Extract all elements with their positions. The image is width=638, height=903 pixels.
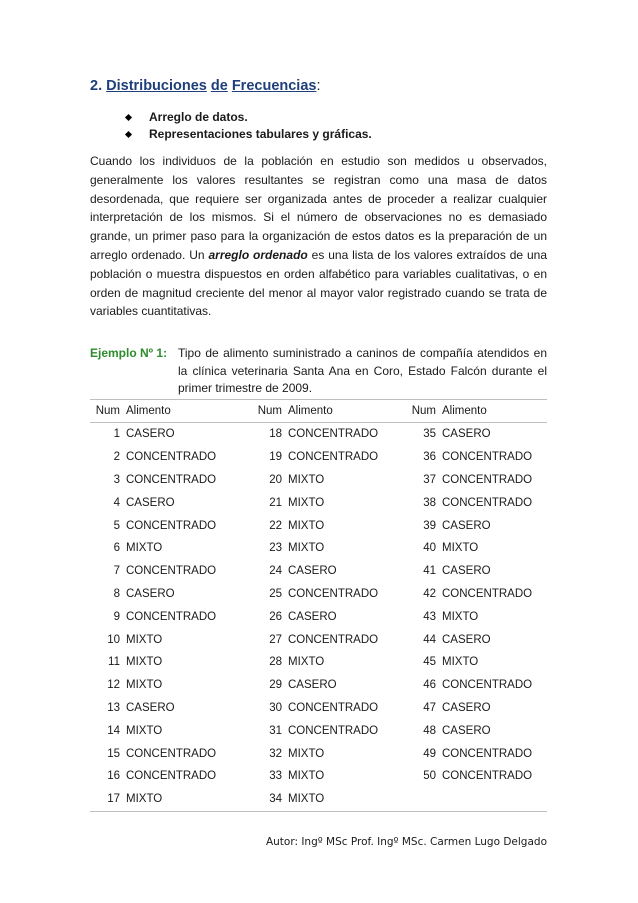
cell-alimento [442,788,547,811]
cell-alimento: MIXTO [288,519,325,532]
table-row [90,423,547,446]
cell-num: 43 [423,610,436,623]
table-row [90,469,547,492]
cell-alimento: CONCENTRADO [442,770,533,783]
diamond-bullet-icon [125,114,132,121]
paragraph-text-continued: es una lista de los valores extraídos de una población o muestra dispuestos en orden alfabético para variables cualitativas, o en orden de magnitud creciente del menor al mayor valor registrado cuando se trata de variables cuantitativas. [90,247,548,319]
column-header-alimento: Alimento [442,400,547,423]
cell-alimento: CASERO [126,428,175,441]
cell-num: 14 [107,724,120,737]
cell-num: 28 [269,656,282,669]
table-row [90,560,547,583]
cell-alimento: CONCENTRADO [442,747,533,760]
column-header-alimento: Alimento [126,400,252,423]
cell-num: 26 [269,610,282,623]
heading-word-de: de [210,78,228,94]
cell-num: 20 [269,473,282,486]
cell-alimento: CASERO [126,496,175,509]
example-caption [90,345,547,398]
cell-alimento: CONCENTRADO [126,747,217,760]
table-row [90,583,547,606]
cell-alimento: CONCENTRADO [126,473,217,486]
cell-num: 42 [423,587,436,600]
cell-alimento: CONCENTRADO [288,633,379,646]
cell-num: 5 [113,519,120,532]
cell-num: 39 [423,519,436,532]
cell-alimento: MIXTO [126,633,163,646]
column-header-num: Num [252,400,288,423]
cell-alimento: CONCENTRADO [288,587,379,600]
column-header-num: Num [406,400,442,423]
cell-alimento: MIXTO [442,610,479,623]
cell-alimento: CONCENTRADO [288,428,379,441]
cell-alimento: CONCENTRADO [126,565,217,578]
cell-alimento: MIXTO [288,542,325,555]
heading-word-distribuciones: Distribuciones [106,78,207,94]
cell-alimento: MIXTO [126,724,163,737]
example-label: Ejemplo Nº 1: [90,346,168,360]
cell-num [406,788,442,811]
cell-num: 1 [113,428,120,441]
table-row [90,765,547,788]
cell-num: 46 [423,679,436,692]
cell-alimento: CASERO [126,587,175,600]
cell-num: 13 [107,701,120,714]
cell-alimento: CONCENTRADO [288,451,379,464]
table-row [90,697,547,720]
cell-alimento: CASERO [442,519,491,532]
table-row [90,537,547,560]
table-row [90,446,547,469]
cell-alimento: CASERO [126,701,175,714]
cell-num: 11 [108,656,120,669]
table-row [90,674,547,697]
cell-alimento: MIXTO [442,542,479,555]
cell-num: 37 [423,473,436,486]
cell-num: 25 [269,587,282,600]
cell-num: 24 [269,565,282,578]
table-row [90,628,547,651]
bullet-list [124,109,372,143]
cell-alimento: CONCENTRADO [442,451,533,464]
column-header-alimento: Alimento [288,400,406,423]
cell-alimento: MIXTO [126,656,163,669]
cell-alimento: CASERO [442,633,491,646]
heading-word-frecuencias: Frecuencias [231,78,317,94]
cell-alimento: CONCENTRADO [288,701,379,714]
cell-num: 19 [269,451,282,464]
bullet-text: Representaciones tabulares y gráficas. [149,127,372,141]
cell-num: 50 [423,770,436,783]
table-row [90,788,547,811]
cell-alimento: CONCENTRADO [442,496,533,509]
cell-alimento: CASERO [442,428,491,441]
cell-num: 16 [107,770,120,783]
cell-alimento: CASERO [442,701,491,714]
section-heading [90,78,321,94]
cell-num: 48 [423,724,436,737]
cell-alimento: MIXTO [126,679,163,692]
cell-num: 47 [423,701,436,714]
cell-num: 2 [113,451,120,464]
cell-num: 44 [423,633,436,646]
cell-alimento: MIXTO [288,770,325,783]
cell-num: 31 [269,724,282,737]
cell-num: 9 [113,610,120,623]
cell-alimento: CONCENTRADO [288,724,379,737]
cell-alimento: MIXTO [126,793,163,806]
table-row [90,651,547,674]
cell-alimento: MIXTO [126,542,163,555]
cell-alimento: CASERO [288,565,337,578]
bullet-item [124,109,372,126]
cell-num: 33 [269,770,282,783]
cell-alimento: MIXTO [288,793,325,806]
table-row [90,742,547,765]
cell-num: 21 [269,496,282,509]
example-description: Tipo de alimento suministrado a caninos de compañía atendidos en la clínica veterinaria Santa Ana en Coro, Estado Falcón durante el primer trimestre de 2009. [178,346,547,395]
cell-alimento: CASERO [288,610,337,623]
cell-num: 35 [423,428,436,441]
cell-num: 38 [423,496,436,509]
table-row [90,491,547,514]
heading-number: 2. [90,78,103,94]
bullet-text: Arreglo de datos. [149,110,248,124]
cell-num: 4 [113,496,120,509]
cell-num: 22 [269,519,282,532]
cell-alimento: MIXTO [442,656,479,669]
cell-alimento: CASERO [442,565,491,578]
table-header-row [90,400,547,423]
cell-alimento: CONCENTRADO [126,519,217,532]
cell-num: 32 [269,747,282,760]
cell-num: 27 [269,633,282,646]
cell-alimento: CONCENTRADO [126,610,217,623]
cell-num: 12 [107,679,120,692]
cell-num: 29 [269,679,282,692]
cell-num: 10 [107,633,120,646]
column-header-num: Num [90,400,126,423]
cell-num: 6 [113,542,120,555]
table-row [90,719,547,742]
table-row [90,605,547,628]
cell-alimento: CONCENTRADO [442,473,533,486]
cell-num: 41 [423,565,436,578]
cell-num: 36 [423,451,436,464]
cell-alimento: CONCENTRADO [126,451,217,464]
table-row [90,514,547,537]
table-body [90,423,547,812]
cell-alimento: CASERO [442,724,491,737]
cell-num: 30 [269,701,282,714]
cell-alimento: MIXTO [288,496,325,509]
data-table [90,399,547,812]
cell-num: 34 [269,793,282,806]
cell-num: 45 [423,656,436,669]
body-paragraph [90,152,547,321]
bullet-item [124,126,372,143]
paragraph-text: Cuando los individuos de la población en estudio son medidos u observados, generalmente los valores resultantes se registran como una masa de datos desordenada, que requiere ser organizada antes de proceder a realizar cualquier interpretación de los mismos. Si el número de observaciones no es demasiado grande, un primer paso para la organización de estos datos es la preparación de un arreglo ordenado. Un [90,154,547,262]
cell-num: 3 [113,473,120,486]
cell-alimento: CONCENTRADO [126,770,217,783]
cell-num: 7 [113,565,120,578]
cell-num: 8 [113,587,120,600]
cell-num: 17 [107,793,120,806]
footer-author: Autor: Ingº MSc Prof. Ingº MSc. Carmen Lugo Delgado [265,836,547,848]
cell-alimento: CONCENTRADO [442,679,533,692]
cell-alimento: CASERO [288,679,337,692]
diamond-bullet-icon [125,131,132,138]
cell-alimento: MIXTO [288,656,325,669]
heading-colon: : [316,78,321,94]
cell-num: 49 [423,747,436,760]
paragraph-emphasis: arreglo ordenado [208,247,308,262]
cell-alimento: MIXTO [288,473,325,486]
cell-num: 23 [269,542,282,555]
cell-alimento: CONCENTRADO [442,587,533,600]
cell-num: 18 [269,428,282,441]
cell-alimento: MIXTO [288,747,325,760]
cell-num: 15 [107,747,120,760]
cell-num: 40 [423,542,436,555]
